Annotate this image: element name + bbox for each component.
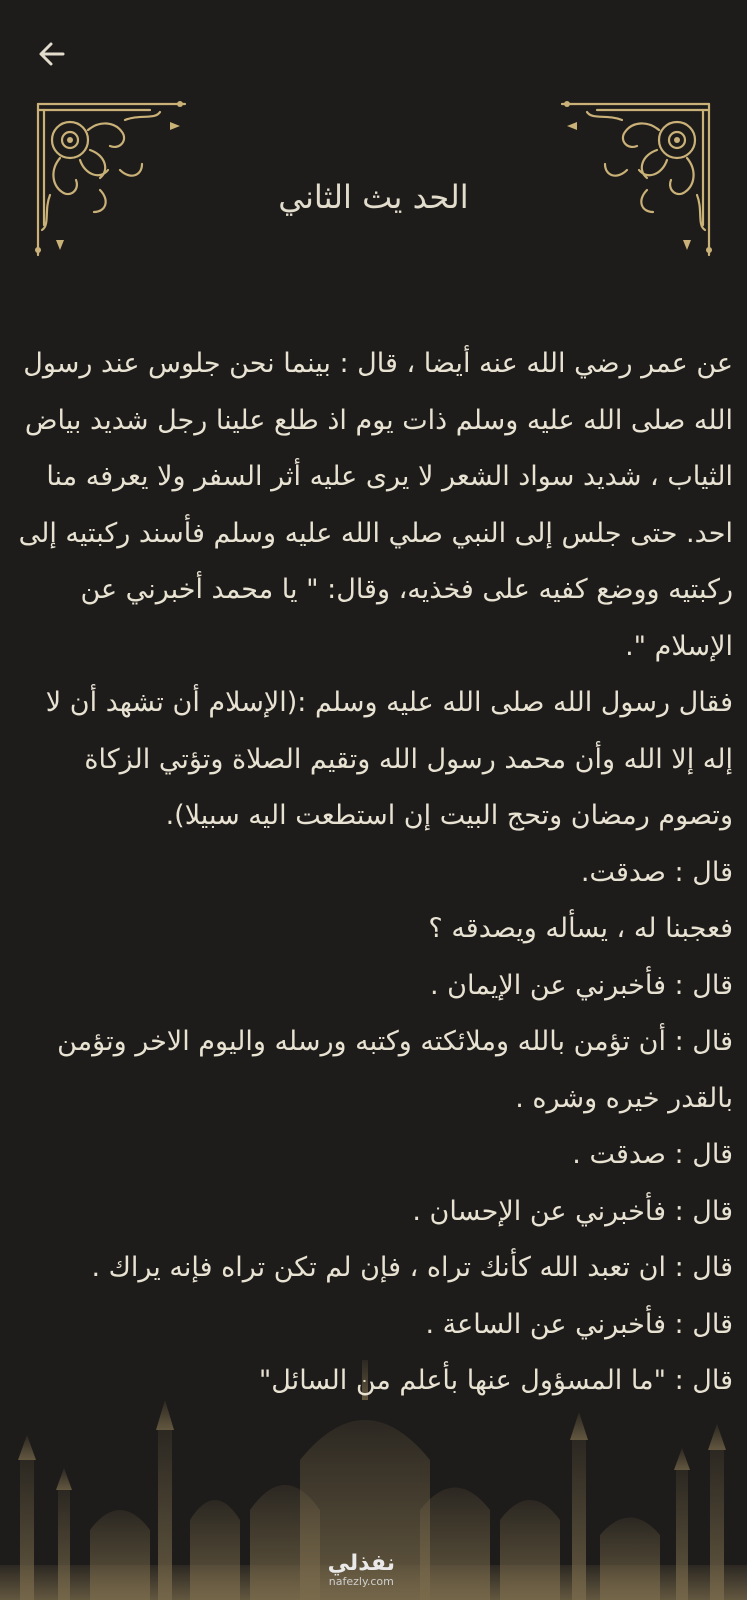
hadith-title: الحد يث الثاني bbox=[278, 178, 469, 216]
watermark-arabic: نفذلي bbox=[327, 1551, 395, 1576]
hadith-paragraph: عن عمر رضي الله عنه أيضا ، قال : بينما نحن جلوس عند رسول الله صلى الله عليه وسلم ذات يوم اذ طلع علينا رجل شديد بياض الثياب ، شديد سواد الشعر لا يرى عليه أثر السفر ولا يعرفه منا احد. حتى جلس إلى النبي صلي الله عليه وسلم فأسند ركبتيه إلى ركبتيه ووضع كفيه على فخذيه، وقال: " يا محمد أخبرني عن الإسلام ". bbox=[18, 348, 733, 662]
arrow-left-icon bbox=[36, 38, 68, 70]
site-watermark bbox=[328, 1552, 395, 1588]
hadith-paragraph: فعجبنا له ، يسأله ويصدقه ؟ bbox=[428, 913, 733, 944]
hadith-paragraph: قال : أن تؤمن بالله وملائكته وكتبه ورسله واليوم الاخر وتؤمن بالقدر خيره وشره . bbox=[57, 1026, 733, 1114]
hadith-paragraph: قال : صدقت. bbox=[580, 856, 733, 888]
hadith-text bbox=[14, 336, 733, 1410]
watermark-latin: nafezly.com bbox=[328, 1575, 394, 1588]
back-button[interactable] bbox=[28, 30, 76, 78]
hadith-paragraph: قال : فأخبرني عن الإحسان . bbox=[412, 1195, 733, 1227]
hadith-paragraph: فقال رسول الله صلى الله عليه وسلم :(الإسلام أن تشهد أن لا إله إلا الله وأن محمد رسول الله وتقيم الصلاة وتؤتي الزكاة وتصوم رمضان وتحج البيت إن استطعت اليه سبيلا). bbox=[45, 687, 733, 831]
hadith-paragraph: قال : فأخبرني عن الساعة . bbox=[425, 1308, 733, 1340]
hadith-paragraph: قال : "ما المسؤول عنها بأعلم من السائل" bbox=[258, 1365, 733, 1396]
hadith-paragraph: قال : صدقت . bbox=[572, 1139, 733, 1170]
hadith-paragraph: قال : ان تعبد الله كأنك تراه ، فإن لم تكن تراه فإنه يراك . bbox=[91, 1252, 733, 1283]
hadith-paragraph: قال : فأخبرني عن الإيمان . bbox=[430, 969, 733, 1001]
